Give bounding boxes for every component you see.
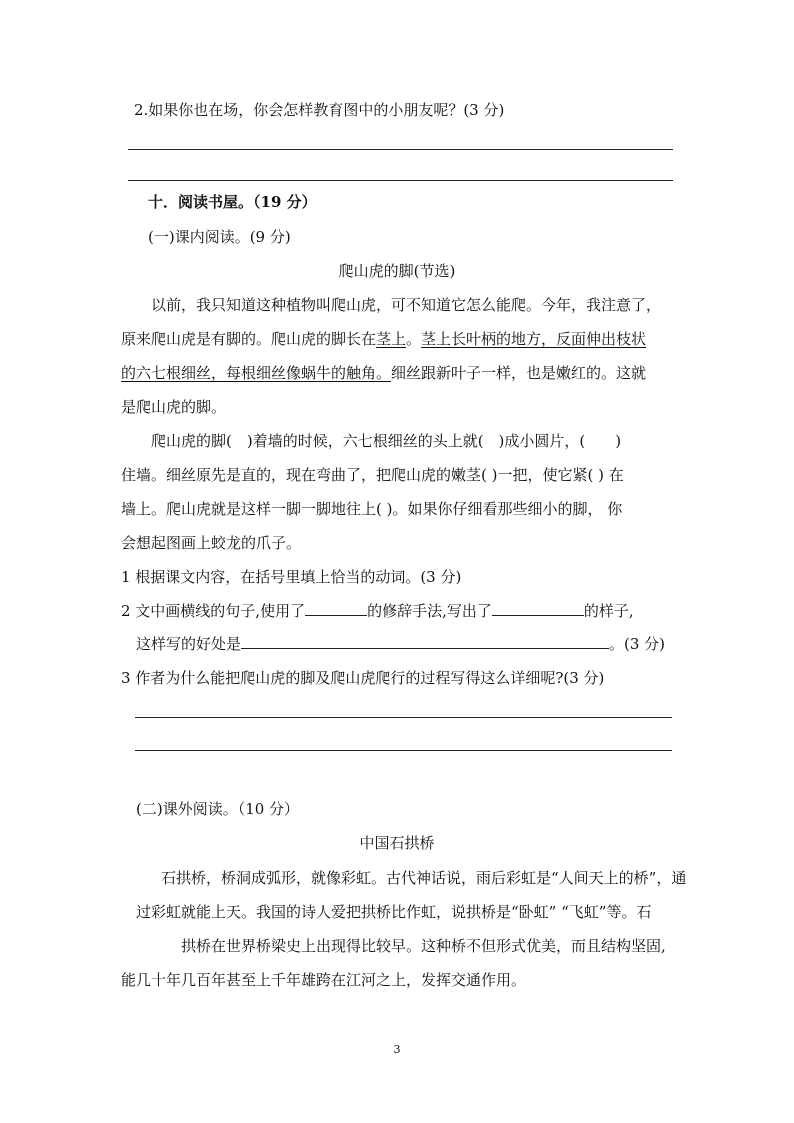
answer-line xyxy=(135,717,672,718)
passage-line: 的六七根细丝，每根细丝像蜗牛的触角。细丝跟新叶子一样，也是嫩红的。这就 xyxy=(121,364,647,382)
page-number: 3 xyxy=(393,1043,401,1056)
passage-line: 是爬山虎的脚。 xyxy=(121,398,227,416)
part2-heading: (二)课外阅读。（10 分） xyxy=(136,800,300,818)
passage-line: 原来爬山虎是有脚的。爬山虎的脚长在茎上。茎上长叶柄的地方，反面伸出枝状 xyxy=(121,330,647,348)
passage-line: 拱桥在世界桥梁史上出现得比较早。这种桥不但形式优美，而且结构坚固, xyxy=(181,937,666,955)
passage-title: 爬山虎的脚(节选) xyxy=(338,262,456,280)
fill-blank[interactable] xyxy=(492,601,584,616)
section-title: 十．阅读书屋。（19 分） xyxy=(148,193,317,211)
underlined-sentence: 的六七根细丝，每根细丝像蜗牛的触角。 xyxy=(121,364,392,382)
passage-line: 以前，我只知道这种植物叫爬山虎，可不知道它怎么能爬。今年，我注意了， xyxy=(151,296,662,314)
passage-line: 会想起图画上蛟龙的爪子。 xyxy=(121,534,302,552)
question-2: 2.如果你也在场，你会怎样教育图中的小朋友呢？(3 分) xyxy=(134,101,505,119)
fill-blank[interactable] xyxy=(305,601,367,616)
underlined-text: 茎上 xyxy=(376,330,407,348)
part1-heading: (一)课内阅读。(9 分) xyxy=(148,228,291,246)
answer-line xyxy=(128,180,673,181)
subquestion-2: 2 文中画横线的句子,使用了 的修辞手法,写出了 的样子, xyxy=(121,602,634,620)
passage-line: 过彩虹就能上天。我国的诗人爱把拱桥比作虹，说拱桥是“卧虹” “飞虹”等。石 xyxy=(136,903,652,921)
passage-line: 能几十年几百年甚至上千年雄跨在江河之上，发挥交通作用。 xyxy=(121,971,527,989)
fill-blank[interactable] xyxy=(241,634,609,649)
underlined-sentence: 茎上长叶柄的地方，反面伸出枝状 xyxy=(421,330,647,348)
passage-line: 墙上。爬山虎就是这样一脚一脚地往上( )。如果你仔细看那些细小的脚， 你 xyxy=(121,500,623,518)
passage-line: 住墙。细丝原先是直的，现在弯曲了，把爬山虎的嫩茎( )一把，使它紧( ) 在 xyxy=(121,466,624,484)
answer-line xyxy=(135,750,672,751)
subquestion-3: 3 作者为什么能把爬山虎的脚及爬山虎爬行的过程写得这么详细呢?(3 分) xyxy=(121,669,605,687)
subquestion-1: 1 根据课文内容，在括号里填上恰当的动词。(3 分) xyxy=(121,568,462,586)
subquestion-2-continued: 这样写的好处是 。(3 分) xyxy=(136,635,666,653)
passage-line: 爬山虎的脚( )着墙的时候，六七根细丝的头上就( )成小圆片，( ) xyxy=(151,432,622,450)
answer-line xyxy=(128,149,673,150)
passage-line: 石拱桥，桥洞成弧形，就像彩虹。古代神话说，雨后彩虹是“人间天上的桥”，通 xyxy=(161,869,687,887)
passage-title: 中国石拱桥 xyxy=(359,834,435,852)
